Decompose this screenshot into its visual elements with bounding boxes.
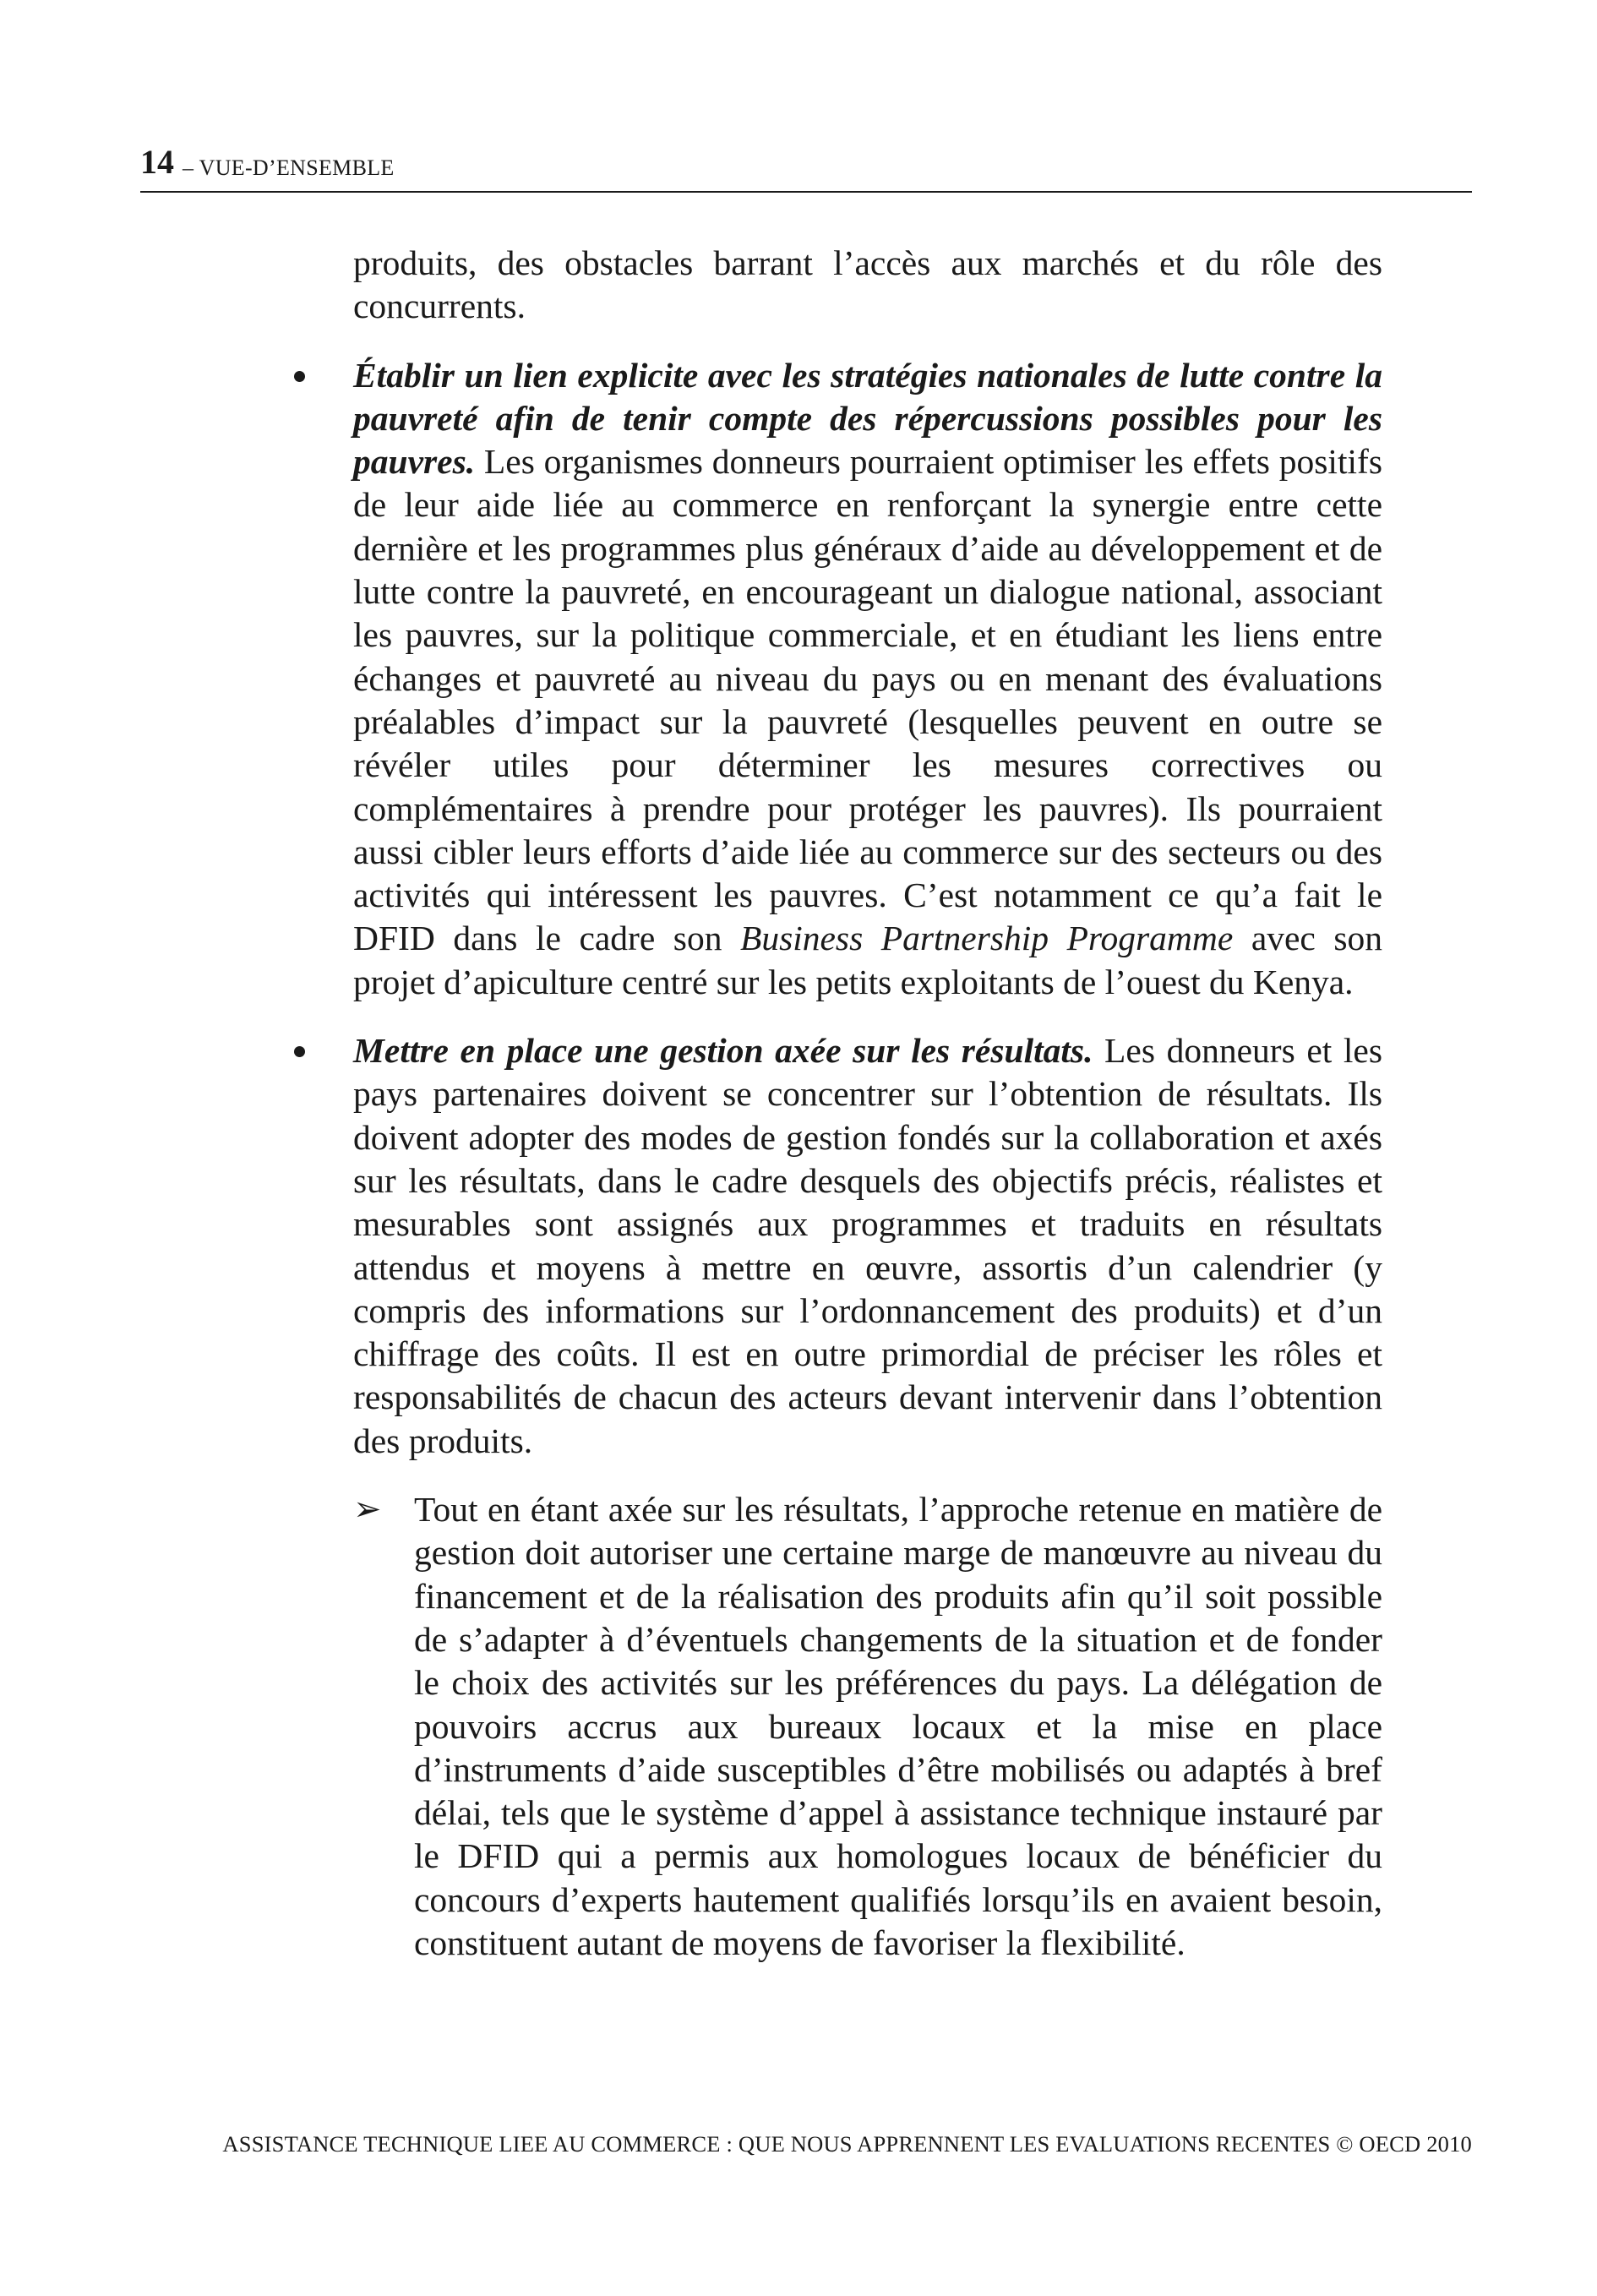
- bullet-paragraph: [353, 354, 1382, 1004]
- bullet-lead: Mettre en place une gestion axée sur les résultats.: [353, 1031, 1093, 1071]
- bullet-text: Les organismes donneurs pourraient optimiser les effets positifs de leur aide liée au commerce en renforçant la synergie entre cette dernière et les programmes plus généraux d’aide au développement et de lutte contre la pauvreté, en encourageant un dialogue national, associant les pauvres, sur la politique commerciale, et en étudiant les liens entre échanges et pauvreté au niveau du pays ou en menant des évaluations préalables d’impact sur la pauvreté (lesquelles peuvent en outre se révéler utiles pour déterminer les mesures correctives ou complémentaires à prendre pour protéger les pauvres). Ils pourraient aussi cibler leurs efforts d’aide liée au commerce sur des secteurs ou des activités qui intéressent les pauvres. C’est notamment ce qu’a fait le DFID dans le cadre son: [353, 442, 1382, 958]
- arrow-bullet-icon: ➢: [353, 1490, 382, 1530]
- body-text: [353, 242, 1382, 1965]
- continuation-paragraph: produits, des obstacles barrant l’accès aux marchés et du rôle des concurrents.: [353, 243, 1382, 326]
- bullet-icon: [294, 371, 305, 382]
- programme-name: Business Partnership Programme: [739, 919, 1234, 958]
- page-number: 14: [140, 143, 174, 181]
- page-footer: ASSISTANCE TECHNIQUE LIEE AU COMMERCE : QUE NOUS APPRENNENT LES EVALUATIONS RECENTES © OECD 2010: [222, 2131, 1472, 2157]
- section-title: – VUE-D’ENSEMBLE: [183, 155, 395, 180]
- bullet-lead: Établir un lien explicite avec les stratégies nationales de lutte contre la pauvreté afin de tenir compte des répercussions possibles pour les pauvres.: [353, 355, 1382, 482]
- bullet-icon: [294, 1046, 305, 1057]
- bullet-text-end: avec son projet d’apiculture centré sur les petits exploitants de l’ouest du Kenya.: [353, 919, 1383, 1001]
- bullet-item-poverty: [353, 354, 1382, 1004]
- bullet-paragraph: [353, 1029, 1382, 1463]
- page-header: [140, 142, 1472, 193]
- bullet-item-results: [353, 1029, 1382, 1463]
- sub-bullet-item: [353, 1488, 1382, 1965]
- sub-bullet-text: Tout en étant axée sur les résultats, l’approche retenue en matière de gestion doit autoriser une certaine marge de manœuvre au niveau du financement et de la réalisation des produits afin qu’il soit possible de s’adapter à d’éventuels changements de la situation et de fonder le choix des activités sur les préférences du pays. La délégation de pouvoirs accrus aux bureaux locaux et la mise en place d’instruments d’aide susceptibles d’être mobilisés ou adaptés à bref délai, tels que le système d’appel à assistance technique instauré par le DFID qui a permis aux homologues locaux de bénéficier du concours d’experts hautement qualifiés lorsqu’ils en avaient besoin, constituent autant de moyens de favoriser la flexibilité.: [414, 1490, 1382, 1962]
- bullet-text: Les donneurs et les pays partenaires doivent se concentrer sur l’obtention de résultats. Ils doivent adopter des modes de gestion fondés sur la collaboration et axés sur les résultats, dans le cadre desquels des objectifs précis, réalistes et mesurables sont assignés aux programmes et traduits en résultats attendus et moyens à mettre en œuvre, assortis d’un calendrier (y compris des informations sur l’ordonnancement des produits) et d’un chiffrage des coûts. Il est en outre primordial de préciser les rôles et responsabilités de chacun des acteurs devant intervenir dans l’obtention des produits.: [353, 1031, 1382, 1460]
